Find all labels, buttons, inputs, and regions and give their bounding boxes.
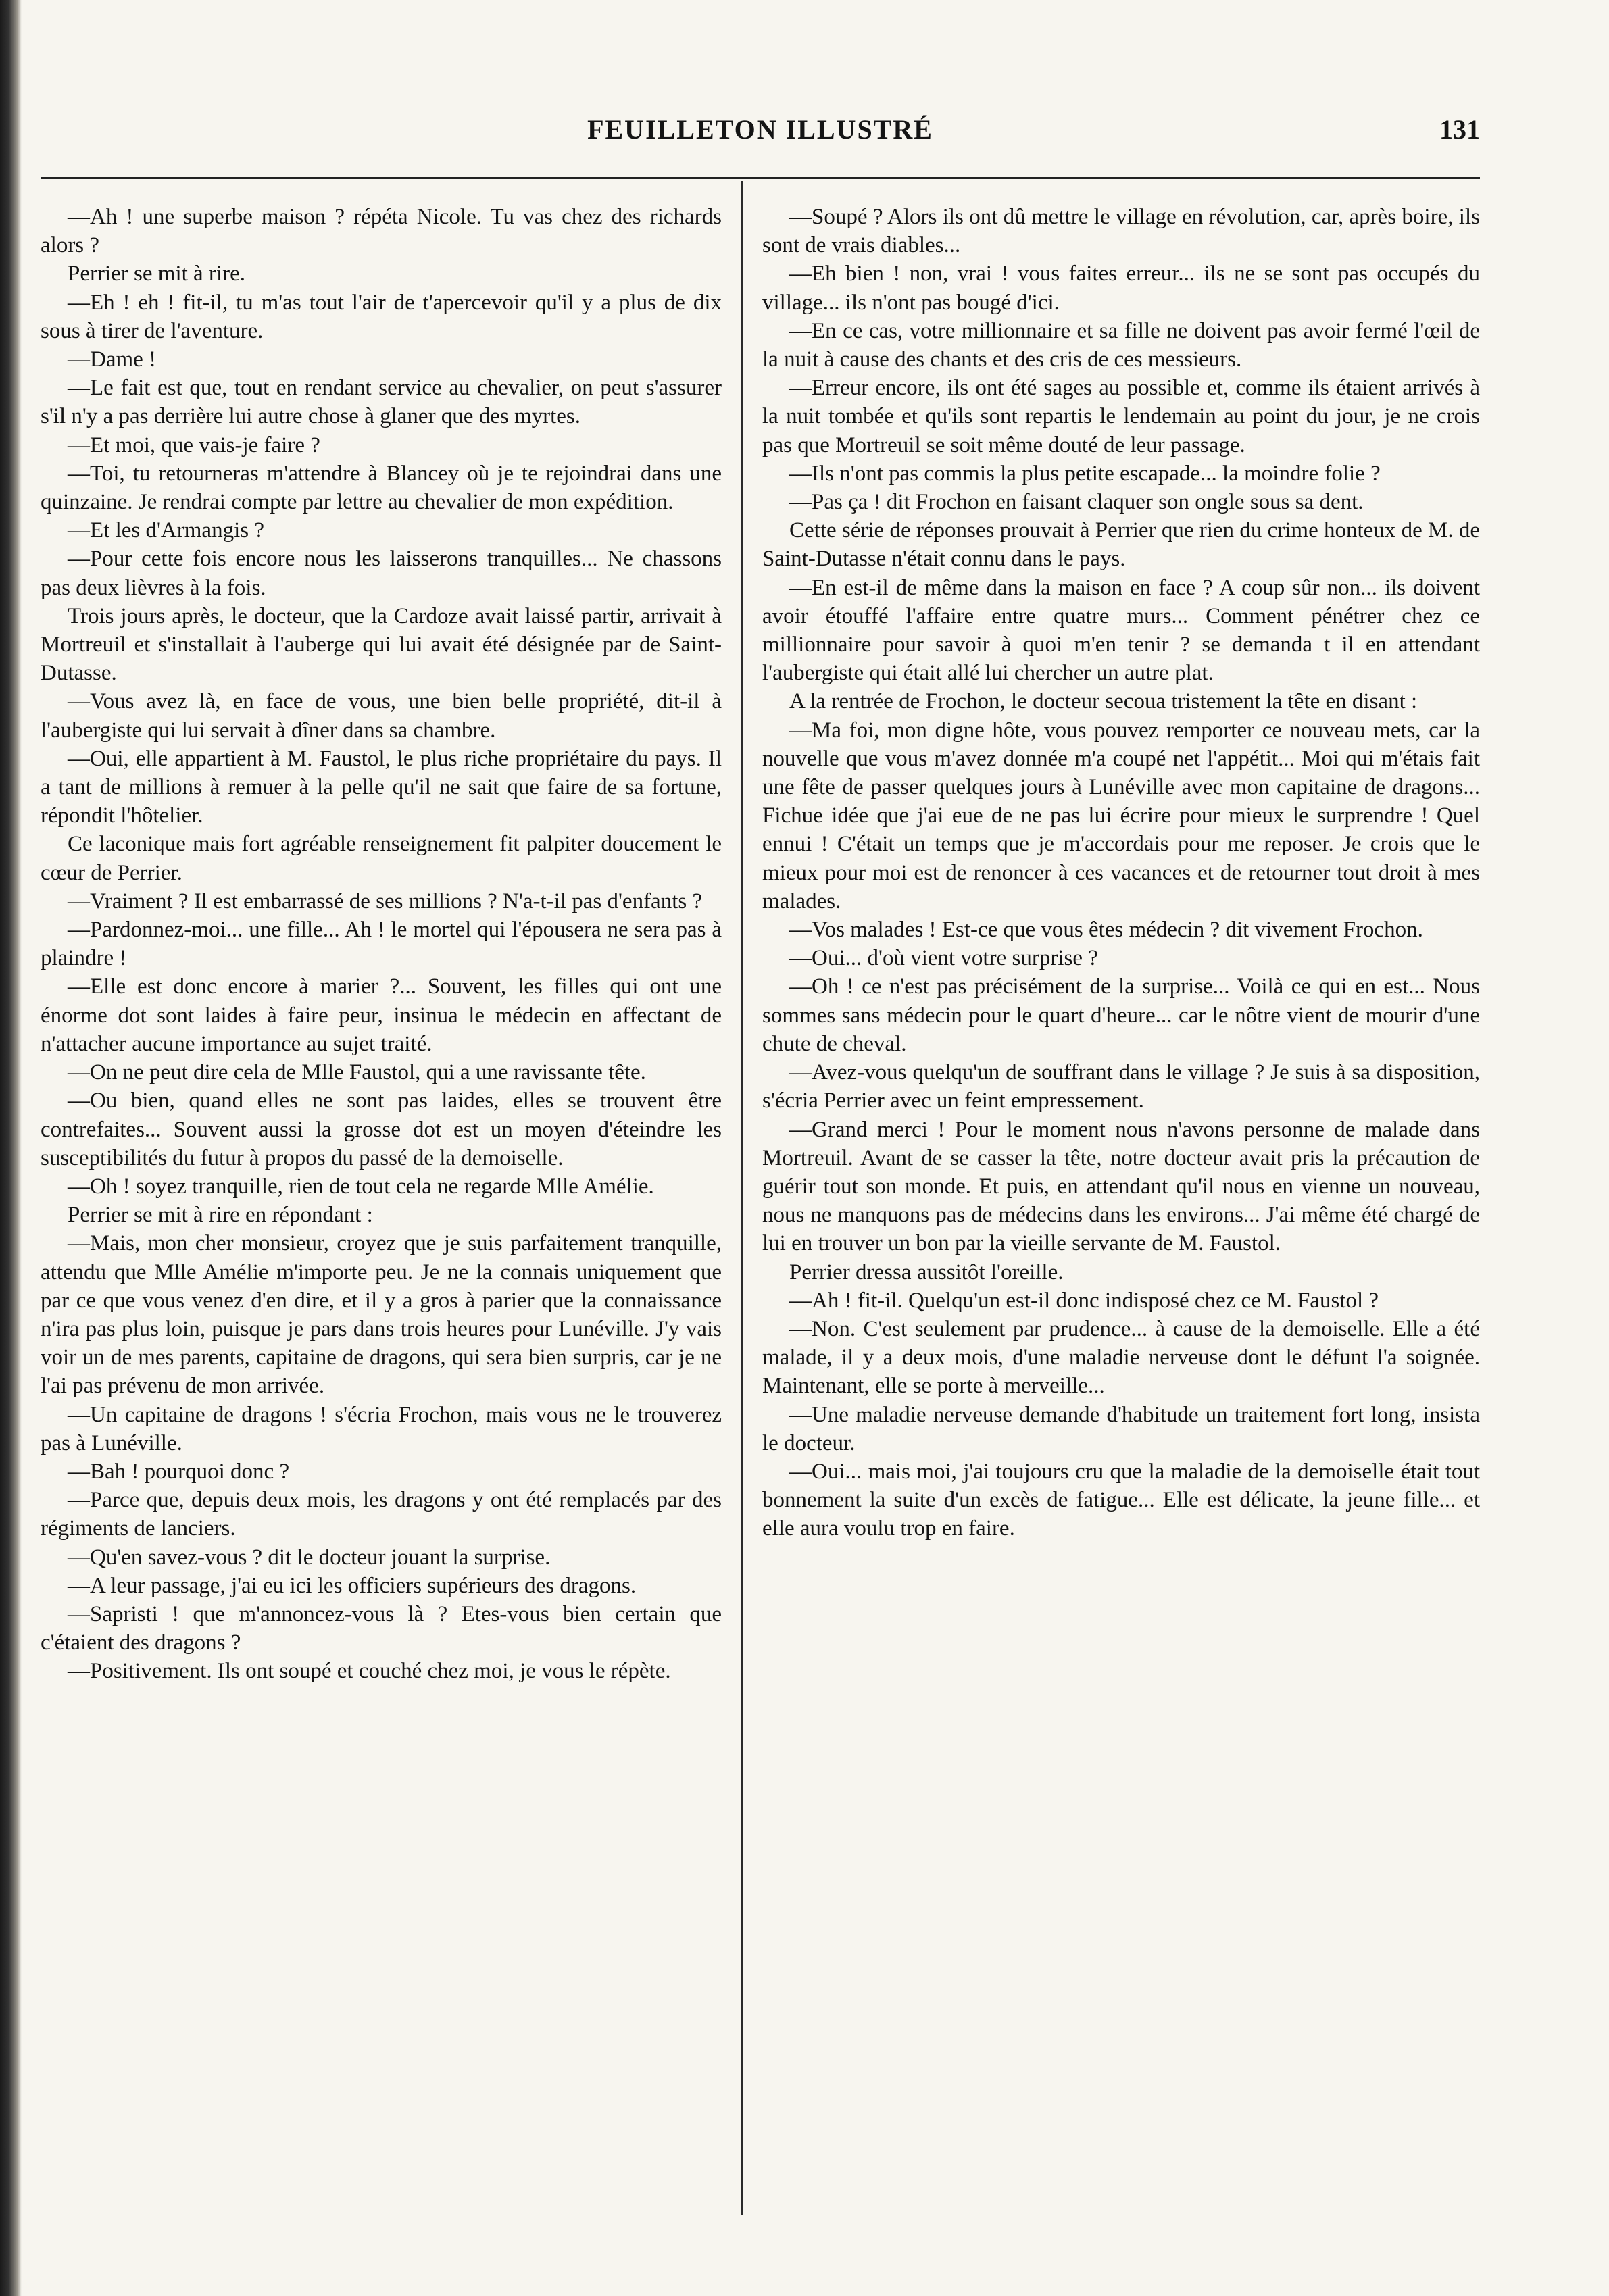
paragraph: Perrier se mit à rire en répondant : bbox=[68, 1203, 373, 1228]
paragraph: —Erreur encore, ils ont été sages au possible et, comme ils étaient arrivés à la nuit tombée et qu'ils sont repartis le lendemain au point du jour, je ne crois pas que Mortreuil se soit même douté de leur passage. bbox=[762, 376, 1480, 457]
paragraph: Trois jours après, le docteur, que la Cardoze avait laissé partir, arrivait à Mortreuil et s'installait à l'auberge qui lui avait été désignée par de Saint-Dutasse. bbox=[41, 603, 722, 686]
paragraph: Ce laconique mais fort agréable renseignement fit palpiter doucement le cœur de Perrier. bbox=[41, 832, 722, 885]
paragraph: —Pardonnez-moi... une fille... Ah ! le mortel qui l'épousera ne sera pas à plaindre ! bbox=[41, 918, 722, 971]
paragraph: —Et moi, que vais-je faire ? bbox=[68, 432, 320, 457]
paragraph: —Toi, tu retourneras m'attendre à Blancey où je te rejoindrai dans une quinzaine. Je rendrai compte par lettre au chevalier de mon expédition. bbox=[41, 461, 722, 515]
binding-edge bbox=[0, 0, 22, 2296]
paragraph: —Vous avez là, en face de vous, une bien belle propriété, dit-il à l'aubergiste qui lui servait à dîner dans sa chambre. bbox=[41, 689, 722, 743]
paragraph: —Parce que, depuis deux mois, les dragons y ont été remplacés par des régiments de lanciers. bbox=[41, 1488, 722, 1541]
paragraph: —Eh ! eh ! fit-il, tu m'as tout l'air de t'apercevoir qu'il y a plus de dix sous à tirer de l'aventure. bbox=[41, 290, 722, 343]
paragraph: —Oh ! ce n'est pas précisément de la surprise... Voilà ce qui en est... Nous sommes sans médecin pour le quart d'heure... car le nôtre vient de mourir d'une chute de cheval. bbox=[762, 974, 1480, 1056]
paragraph: —Avez-vous quelqu'un de souffrant dans le village ? Je suis à sa disposition, s'écria Perrier avec un feint empressement. bbox=[762, 1060, 1480, 1114]
paragraph: —En est-il de même dans la maison en face ? A coup sûr non... ils doivent avoir étouffé l'affaire entre quatre murs... Comment pénétrer chez ce millionnaire pour savoir à quoi m'en tenir ? se demanda t il en attendant l'aubergiste qui était allé lui chercher un autre plat. bbox=[762, 575, 1480, 686]
paragraph: —Oui... mais moi, j'ai toujours cru que la maladie de la demoiselle était tout bonnement la suite d'un excès de fatigue... Elle est délicate, la jeune fille... et elle aura voulu trop en faire. bbox=[762, 1459, 1480, 1541]
paragraph: —Soupé ? Alors ils ont dû mettre le village en révolution, car, après boire, ils sont de vrais diables... bbox=[762, 205, 1480, 258]
paragraph: —Grand merci ! Pour le moment nous n'avons personne de malade dans Mortreuil. Avant de se casser la tête, notre docteur avait pris la précaution de guérir tout son monde. Et puis, en attendant qu'il nous en vienne un nouveau, nous ne manquons pas de médecins dans les environs... J'ai même été chargé de lui en trouver un bon par la vieille servante de M. Faustol. bbox=[762, 1117, 1480, 1256]
paragraph: —Pas ça ! dit Frochon en faisant claquer son ongle sous sa dent. bbox=[789, 490, 1364, 515]
paragraph: —Ou bien, quand elles ne sont pas laides, elles se trouvent être contrefaites... Souvent aussi la grosse dot est un moyen d'éteindre les susceptibilités du futur à propos du passé de la demoiselle. bbox=[41, 1089, 722, 1170]
column-divider bbox=[741, 181, 743, 2215]
paragraph: —Oh ! soyez tranquille, rien de tout cela ne regarde Mlle Amélie. bbox=[68, 1174, 654, 1199]
header-rule bbox=[41, 177, 1480, 179]
paragraph: A la rentrée de Frochon, le docteur secoua tristement la tête en disant : bbox=[789, 689, 1418, 714]
paragraph: —En ce cas, votre millionnaire et sa fille ne doivent pas avoir fermé l'œil de la nuit à cause des chants et des cris de ces messieurs. bbox=[762, 318, 1480, 372]
paragraph: —Ah ! une superbe maison ? répéta Nicole. Tu vas chez des richards alors ? bbox=[41, 205, 722, 258]
paragraph: —Vraiment ? Il est embarrassé de ses millions ? N'a-t-il pas d'enfants ? bbox=[68, 889, 703, 914]
paragraph: —A leur passage, j'ai eu ici les officiers supérieurs des dragons. bbox=[68, 1573, 637, 1598]
paragraph: —Ils n'ont pas commis la plus petite escapade... la moindre folie ? bbox=[789, 461, 1381, 486]
paragraph: —Dame ! bbox=[68, 347, 157, 372]
right-column bbox=[762, 203, 1480, 1543]
paragraph: —Vos malades ! Est-ce que vous êtes médecin ? dit vivement Frochon. bbox=[789, 918, 1423, 943]
paragraph: —Ma foi, mon digne hôte, vous pouvez remporter ce nouveau mets, car la nouvelle que vous m'avez donnée m'a coupé net l'appétit... Moi qui m'étais fait une fête de passer quelques jours à Lunéville avec mon capitaine de dragons... Fichue idée que j'ai eue de ne pas lui écrire pour mieux le surprendre ! Quel ennui ! C'était un temps que je m'accordais pour me reposer. Je crois que le mieux pour moi est de renoncer à ces vacances et de retourner tout droit à mes malades. bbox=[762, 718, 1480, 914]
paragraph: Perrier se mit à rire. bbox=[68, 261, 245, 286]
paragraph: —Eh bien ! non, vrai ! vous faites erreur... ils ne se sont pas occupés du village... ils n'ont pas bougé d'ici. bbox=[762, 261, 1480, 315]
paragraph: —Qu'en savez-vous ? dit le docteur jouant la surprise. bbox=[68, 1545, 551, 1570]
paragraph: —Le fait est que, tout en rendant service au chevalier, on peut s'assurer s'il n'y a pas derrière lui autre chose à glaner que des myrtes. bbox=[41, 376, 722, 429]
paragraph: —Ah ! fit-il. Quelqu'un est-il donc indisposé chez ce M. Faustol ? bbox=[789, 1288, 1379, 1313]
paragraph: —Mais, mon cher monsieur, croyez que je suis parfaitement tranquille, attendu que Mlle Amélie m'importe peu. Je ne la connais uniquement que par ce que vous venez d'en dire, et il y a gros à parier que la connaissance n'ira pas plus loin, puisque je pars dans trois heures pour Lunéville. J'y vais voir un de mes parents, capitaine de dragons, qui sera bien surpris, car je ne l'ai pas prévenu de mon arrivée. bbox=[41, 1231, 722, 1399]
paragraph: —Une maladie nerveuse demande d'habitude un traitement fort long, insista le docteur. bbox=[762, 1402, 1480, 1455]
paragraph: —Oui, elle appartient à M. Faustol, le plus riche propriétaire du pays. Il a tant de millions à remuer à la pelle qu'il ne sait que faire de sa fortune, répondit l'hôtelier. bbox=[41, 746, 722, 828]
paragraph: —On ne peut dire cela de Mlle Faustol, qui a une ravissante tête. bbox=[68, 1060, 646, 1085]
paragraph: —Non. C'est seulement par prudence... à cause de la demoiselle. Elle a été malade, il y a deux mois, d'une maladie nerveuse dont le défunt l'a soignée. Maintenant, elle se porte à merveille... bbox=[762, 1316, 1480, 1399]
paragraph: —Et les d'Armangis ? bbox=[68, 518, 264, 543]
paragraph: Cette série de réponses prouvait à Perrier que rien du crime honteux de M. de Saint-Dutasse n'était connu dans le pays. bbox=[762, 518, 1480, 572]
paragraph: —Positivement. Ils ont soupé et couché chez moi, je vous le répète. bbox=[68, 1659, 671, 1684]
running-title: FEUILLETON ILLUSTRÉ bbox=[587, 114, 933, 145]
paragraph: —Pour cette fois encore nous les laisserons tranquilles... Ne chassons pas deux lièvres à la fois. bbox=[41, 547, 722, 600]
paragraph: —Oui... d'où vient votre surprise ? bbox=[789, 946, 1098, 971]
page-header bbox=[41, 108, 1480, 155]
page-number: 131 bbox=[1439, 114, 1480, 145]
paragraph: —Bah ! pourquoi donc ? bbox=[68, 1459, 290, 1484]
paragraph: —Un capitaine de dragons ! s'écria Frochon, mais vous ne le trouverez pas à Lunéville. bbox=[41, 1402, 722, 1455]
paragraph: Perrier dressa aussitôt l'oreille. bbox=[789, 1259, 1064, 1284]
left-column bbox=[41, 203, 722, 1686]
paragraph: —Elle est donc encore à marier ?... Souvent, les filles qui ont une énorme dot sont laides à faire peur, insinua le médecin en affectant de n'attacher aucune importance au sujet traité. bbox=[41, 974, 722, 1056]
paragraph: —Sapristi ! que m'annoncez-vous là ? Etes-vous bien certain que c'étaient des dragons ? bbox=[41, 1601, 722, 1655]
